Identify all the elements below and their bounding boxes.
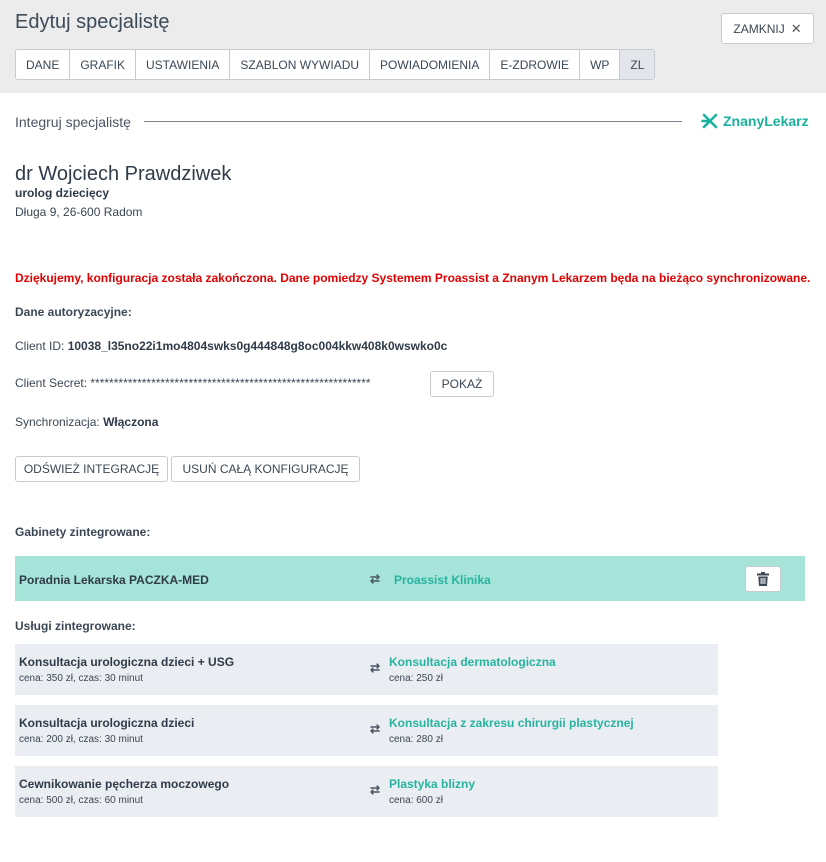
close-button-label: ZAMKNIJ bbox=[733, 21, 785, 36]
swap-icon: ⇄ bbox=[370, 722, 381, 736]
service-row bbox=[15, 766, 718, 817]
linked-service-name: Plastyka blizny bbox=[389, 777, 476, 791]
tab-wp[interactable]: WP bbox=[580, 50, 620, 79]
tab-powiadomienia[interactable]: POWIADOMIENIA bbox=[370, 50, 490, 79]
service-meta: cena: 200 zł, czas: 30 minut bbox=[19, 734, 143, 745]
auth-heading: Dane autoryzacyjne: bbox=[15, 305, 132, 319]
doctor-address: Długa 9, 26-600 Radom bbox=[15, 205, 143, 219]
tab-grafik[interactable]: GRAFIK bbox=[70, 50, 136, 79]
tab-dane[interactable]: DANE bbox=[16, 50, 70, 79]
success-message: Dziękujemy, konfiguracja została zakończona. Dane pomiedzy Systemem Proassist a Znanym Lekarzem będa na bieżąco synchronizowane. bbox=[15, 271, 811, 285]
swap-icon: ⇄ bbox=[370, 783, 381, 797]
services-heading: Usługi zintegrowane: bbox=[15, 619, 136, 633]
logo-text: ZnanyLekarz bbox=[723, 113, 809, 129]
swap-icon: ⇄ bbox=[370, 572, 381, 586]
close-icon: ✕ bbox=[790, 20, 802, 36]
client-secret-line bbox=[15, 376, 371, 390]
clinics-heading: Gabinety zintegrowane: bbox=[15, 525, 151, 539]
integration-heading: Integruj specjalistę bbox=[15, 114, 131, 130]
client-id-value: 10038_l35no22i1mo4804swks0g444848g8oc004kkw408k0wswko0c bbox=[67, 339, 448, 353]
refresh-integration-button[interactable]: ODŚWIEŻ INTEGRACJĘ bbox=[15, 456, 168, 482]
znanylekarz-logo-icon bbox=[701, 112, 719, 130]
znanylekarz-logo bbox=[701, 112, 809, 130]
linked-service-meta: cena: 600 zł bbox=[389, 795, 443, 806]
clinic-name: Poradnia Lekarska PACZKA-MED bbox=[19, 573, 209, 587]
linked-service-name: Konsultacja z zakresu chirurgii plastycznej bbox=[389, 716, 634, 730]
clinic-linked-name: Proassist Klinika bbox=[394, 573, 491, 587]
trash-icon bbox=[757, 572, 769, 586]
linked-service-meta: cena: 250 zł bbox=[389, 673, 443, 684]
service-meta: cena: 500 zł, czas: 60 minut bbox=[19, 795, 143, 806]
service-row bbox=[15, 644, 718, 695]
service-name: Konsultacja urologiczna dzieci bbox=[19, 716, 195, 730]
service-name: Konsultacja urologiczna dzieci + USG bbox=[19, 655, 235, 669]
service-name: Cewnikowanie pęcherza moczowego bbox=[19, 777, 230, 791]
doctor-name: dr Wojciech Prawdziwek bbox=[15, 163, 232, 185]
show-secret-button[interactable]: POKAŻ bbox=[430, 371, 494, 397]
delete-configuration-button[interactable]: USUŃ CAŁĄ KONFIGURACJĘ bbox=[171, 456, 360, 482]
tab-e-zdrowie[interactable]: E-ZDROWIE bbox=[490, 50, 580, 79]
close-button[interactable] bbox=[721, 13, 814, 44]
tab-szablon-wywiadu[interactable]: SZABLON WYWIADU bbox=[230, 50, 370, 79]
swap-icon: ⇄ bbox=[370, 661, 381, 675]
tab-bar bbox=[15, 49, 655, 80]
service-row bbox=[15, 705, 718, 756]
modal-title: Edytuj specjalistę bbox=[15, 11, 170, 33]
divider bbox=[144, 121, 682, 122]
sync-value: Włączona bbox=[103, 415, 159, 429]
linked-service-name: Konsultacja dermatologiczna bbox=[389, 655, 556, 669]
doctor-specialty: urolog dziecięcy bbox=[15, 186, 110, 200]
client-secret-label: Client Secret: bbox=[15, 376, 88, 390]
client-id-line bbox=[15, 339, 447, 353]
sync-label: Synchronizacja: bbox=[15, 415, 100, 429]
sync-line bbox=[15, 415, 158, 429]
client-id-label: Client ID: bbox=[15, 339, 65, 353]
tab-ustawienia[interactable]: USTAWIENIA bbox=[136, 50, 230, 79]
clinic-row bbox=[15, 556, 805, 601]
delete-clinic-button[interactable] bbox=[745, 566, 781, 592]
client-secret-value: ************************************************************ bbox=[90, 376, 371, 390]
tab-zl[interactable]: ZL bbox=[620, 50, 654, 79]
service-meta: cena: 350 zł, czas: 30 minut bbox=[19, 673, 143, 684]
linked-service-meta: cena: 280 zł bbox=[389, 734, 443, 745]
